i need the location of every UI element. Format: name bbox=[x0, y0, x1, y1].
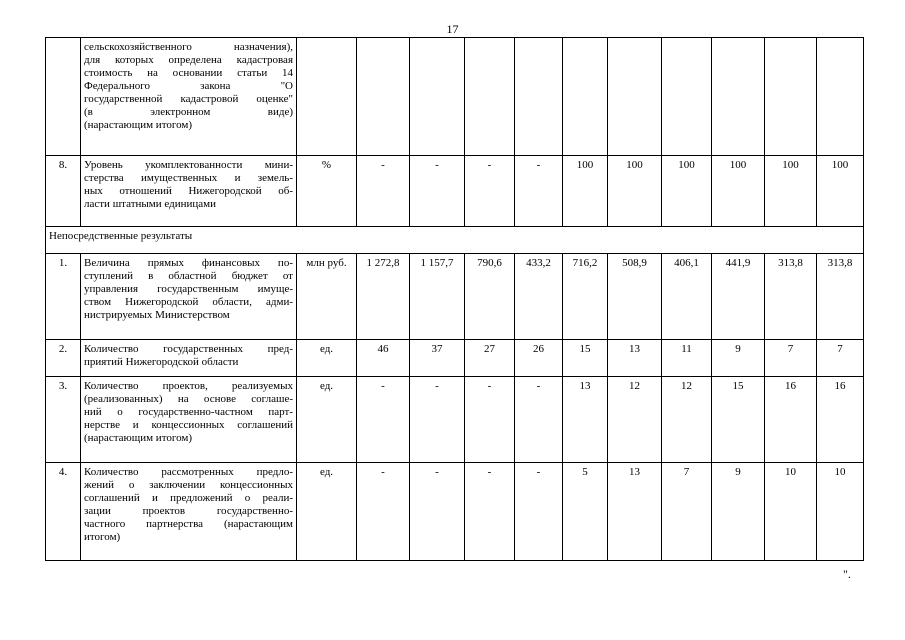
description-line: Количество государственных пред- bbox=[84, 343, 293, 355]
row-number: 4. bbox=[46, 463, 81, 561]
row-number: 8. bbox=[46, 156, 81, 227]
table-row bbox=[46, 38, 864, 156]
value-cell: 9 bbox=[712, 340, 765, 377]
table-row bbox=[46, 254, 864, 340]
indicator-description bbox=[81, 463, 297, 561]
description-line: стерства имущественных и земель- bbox=[84, 172, 293, 184]
row-number: 2. bbox=[46, 340, 81, 377]
value-cell: 7 bbox=[662, 463, 712, 561]
description-line: государственной кадастровой оценке" bbox=[84, 93, 293, 105]
description-line: Федерального закона "О bbox=[84, 80, 293, 92]
value-cell: 16 bbox=[817, 377, 864, 463]
row-number: 1. bbox=[46, 254, 81, 340]
description-line: стоимость на основании статьи 14 bbox=[84, 67, 293, 79]
row-number bbox=[46, 38, 81, 156]
unit-cell: млн руб. bbox=[297, 254, 357, 340]
indicator-description bbox=[81, 377, 297, 463]
table-row bbox=[46, 156, 864, 227]
description-line: Количество проектов, реализуемых bbox=[84, 380, 293, 392]
row-number: 3. bbox=[46, 377, 81, 463]
value-cell: 100 bbox=[765, 156, 817, 227]
value-cell: 313,8 bbox=[765, 254, 817, 340]
indicator-description bbox=[81, 38, 297, 156]
unit-cell: ед. bbox=[297, 377, 357, 463]
table-row bbox=[46, 377, 864, 463]
value-cell: 7 bbox=[817, 340, 864, 377]
value-cell: - bbox=[515, 377, 563, 463]
description-line: ний о государственно-частном парт- bbox=[84, 406, 293, 418]
description-line: зации проектов государственно- bbox=[84, 505, 293, 517]
value-cell: 433,2 bbox=[515, 254, 563, 340]
value-cell: 46 bbox=[357, 340, 410, 377]
value-cell bbox=[817, 38, 864, 156]
indicator-description bbox=[81, 156, 297, 227]
value-cell: 10 bbox=[817, 463, 864, 561]
description-line: соглашений и предложений о реали- bbox=[84, 492, 293, 504]
description-line: итогом) bbox=[84, 531, 121, 543]
value-cell bbox=[465, 38, 515, 156]
value-cell: 1 157,7 bbox=[410, 254, 465, 340]
value-cell: 441,9 bbox=[712, 254, 765, 340]
value-cell: 100 bbox=[563, 156, 608, 227]
value-cell: 27 bbox=[465, 340, 515, 377]
description-line: ных отношений Нижегородской об- bbox=[84, 185, 293, 197]
page-number: 17 bbox=[446, 22, 459, 36]
description-line: Уровень укомплектованности мини- bbox=[84, 159, 293, 171]
description-line: ством Нижегородской области, адми- bbox=[84, 296, 293, 308]
value-cell: - bbox=[465, 463, 515, 561]
value-cell: - bbox=[465, 156, 515, 227]
value-cell: - bbox=[465, 377, 515, 463]
description-line: (нарастающим итогом) bbox=[84, 119, 193, 131]
value-cell: 16 bbox=[765, 377, 817, 463]
value-cell: 12 bbox=[662, 377, 712, 463]
value-cell: 13 bbox=[563, 377, 608, 463]
value-cell: 100 bbox=[608, 156, 662, 227]
description-line: ласти штатными единицами bbox=[84, 198, 216, 210]
value-cell: 716,2 bbox=[563, 254, 608, 340]
description-line: для которых определена кадастровая bbox=[84, 54, 293, 66]
value-cell: - bbox=[410, 156, 465, 227]
description-line: приятий Нижегородской области bbox=[84, 356, 239, 368]
unit-cell: ед. bbox=[297, 340, 357, 377]
unit-cell: ед. bbox=[297, 463, 357, 561]
value-cell: 9 bbox=[712, 463, 765, 561]
section-label: Непосредственные результаты bbox=[46, 227, 864, 254]
indicator-description bbox=[81, 340, 297, 377]
table-body bbox=[46, 38, 864, 561]
description-line: Количество рассмотренных предло- bbox=[84, 466, 293, 478]
value-cell: - bbox=[357, 377, 410, 463]
value-cell: 37 bbox=[410, 340, 465, 377]
value-cell: 10 bbox=[765, 463, 817, 561]
value-cell: 100 bbox=[817, 156, 864, 227]
description-line: нистрируемых Министерством bbox=[84, 309, 230, 321]
unit-cell bbox=[297, 38, 357, 156]
value-cell bbox=[357, 38, 410, 156]
value-cell: 15 bbox=[712, 377, 765, 463]
value-cell bbox=[410, 38, 465, 156]
value-cell: 313,8 bbox=[817, 254, 864, 340]
value-cell: 13 bbox=[608, 340, 662, 377]
value-cell: - bbox=[410, 463, 465, 561]
value-cell: 11 bbox=[662, 340, 712, 377]
value-cell: 7 bbox=[765, 340, 817, 377]
value-cell: - bbox=[515, 463, 563, 561]
value-cell: 12 bbox=[608, 377, 662, 463]
description-line: жений о заключении концессионных bbox=[84, 479, 293, 491]
value-cell bbox=[662, 38, 712, 156]
unit-cell: % bbox=[297, 156, 357, 227]
value-cell: 26 bbox=[515, 340, 563, 377]
value-cell: - bbox=[357, 156, 410, 227]
value-cell bbox=[563, 38, 608, 156]
indicator-description bbox=[81, 254, 297, 340]
value-cell bbox=[765, 38, 817, 156]
table-row bbox=[46, 340, 864, 377]
value-cell bbox=[608, 38, 662, 156]
value-cell: 100 bbox=[712, 156, 765, 227]
indicators-table bbox=[45, 37, 864, 561]
value-cell: 15 bbox=[563, 340, 608, 377]
value-cell: 1 272,8 bbox=[357, 254, 410, 340]
value-cell: 790,6 bbox=[465, 254, 515, 340]
value-cell bbox=[515, 38, 563, 156]
description-line: Величина прямых финансовых по- bbox=[84, 257, 293, 269]
description-line: (в электронном виде) bbox=[84, 106, 293, 118]
closing-mark: ". bbox=[843, 567, 851, 581]
value-cell: 5 bbox=[563, 463, 608, 561]
description-line: (нарастающим итогом) bbox=[84, 432, 193, 444]
value-cell: 508,9 bbox=[608, 254, 662, 340]
description-line: управления государственным имуще- bbox=[84, 283, 293, 295]
description-line: (реализованных) на основе соглаше- bbox=[84, 393, 293, 405]
value-cell: - bbox=[515, 156, 563, 227]
value-cell: - bbox=[410, 377, 465, 463]
description-line: нерстве и концессионных соглашений bbox=[84, 419, 293, 431]
value-cell: - bbox=[357, 463, 410, 561]
description-line: сельскохозяйственного назначения), bbox=[84, 41, 293, 53]
value-cell: 13 bbox=[608, 463, 662, 561]
table-row bbox=[46, 463, 864, 561]
section-row bbox=[46, 227, 864, 254]
value-cell: 406,1 bbox=[662, 254, 712, 340]
description-line: ступлений в областной бюджет от bbox=[84, 270, 293, 282]
value-cell bbox=[712, 38, 765, 156]
description-line: частного партнерства (нарастающим bbox=[84, 518, 293, 530]
value-cell: 100 bbox=[662, 156, 712, 227]
